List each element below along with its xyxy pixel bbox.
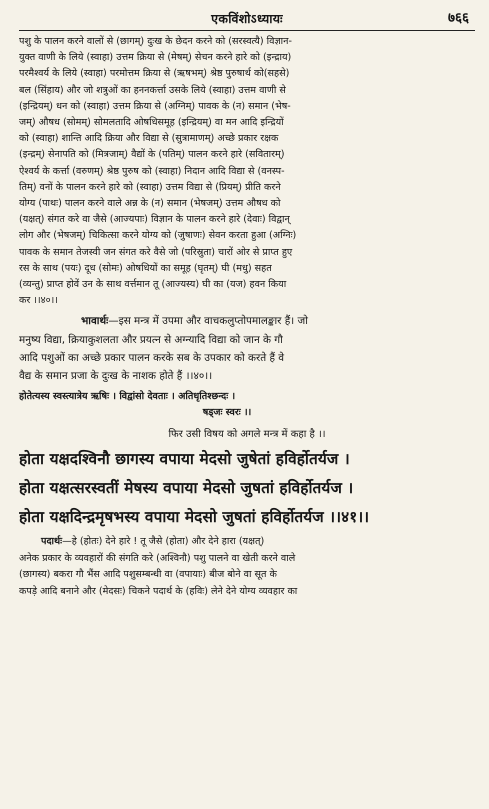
bhavarth-line: वैद्य के समान प्रजा के दुःख के नाशक होते हैं ।।४०।। [19,370,213,383]
text-line: जम्) औषध (सोमम्) सोमलतादि ओषधिसमूह (इन्द्रियम्) वा मन आदि इन्द्रियों [19,117,284,129]
running-title: एकविंशोऽध्यायः [211,10,283,26]
bhavarth-line: मनुष्य विद्या, क्रियाकुशलता और प्रयत्न से अग्न्यादि विद्या को जान के गौ [19,333,283,346]
bhavarth-text: —इस मन्त्र में उपमा और वाचकलुप्तोपमालङ्कार हैं। जो [108,315,308,328]
mantra-intro: फिर उसी विषय को अगले मन्त्र में कहा है ।। [168,429,326,441]
padarth-line: अनेक प्रकार के व्यवहारों की संगति करे (अश्विनौ) पशु पालने वा खेती करने वाले [19,552,296,564]
text-line: को (स्वाहा) शान्ति आदि क्रिया और विद्या से (सुत्रामाणम्) अच्छे प्रकार रक्षक [19,133,279,145]
text-line: योग्य (पाथः) पालन करने वाले अन्न के (न) समान (भेषजम्) उत्तम औषध को [19,198,281,210]
text-line: लोग और (भेषजम्) चिकित्सा करने योग्य को (जुषाणः) सेवन करता हुआ (अग्निः) [19,230,297,242]
bhavarth-first-line [19,312,475,330]
text-line: (इन्द्रम्) सेनापति को (मित्रजाम्) वैद्यों के (पतिम्) पालन करने हारे (सवितारम्) [19,149,285,161]
mantra-meta-swara: षड्जः स्वरः ।। [202,407,252,419]
text-line: परमैश्वर्य के लिये (स्वाहा) परमोत्तम क्रिया से (ऋषभम्) श्रेष्ठ पुरुषार्थ को(सहसे) [19,68,290,80]
text-line: पावक के समान तेजस्वी जन संगत करे वैसे जो (परिस्रुता) चारों ओर से प्राप्त हुए [19,246,293,258]
bhavarth-line: आदि पशुओं का अच्छे प्रकार पालन करके सब के उपकार को करते हैं वे [19,351,285,364]
text-line: ऐश्वर्य के कर्त्ता (वरुणम्) श्रेष्ठ पुरुष को (स्वाहा) निदान आदि विद्या से (वनस्प- [19,165,285,177]
padarth-line: (छागस्य) बकरा गौ भैंस आदि पशुसम्बन्धी वा (वपायाः) बीज बोने वा सूत के [19,569,277,581]
text-line: (यक्षत्) संगत करे वा जैसे (आज्यपाः) विज्ञान के पालन करने हारे (देवाः) विद्वान् [19,214,290,226]
page-header [19,6,475,31]
text-line: पशु के पालन करने वालों से (छागम्) दुःख के छेदन करने को (सरस्वत्यै) विज्ञान- [19,36,292,47]
mantra-block [19,445,475,532]
text-line: बल (सिंहाय) और जो शत्रुओं का हननकर्त्ता उसके लिये (स्वाहा) उत्तम वाणी से [19,84,286,96]
padarth-section [19,534,475,600]
padarth-line: कपड़े आदि बनाने और (मेदसः) चिकने पदार्थ के (हविः) लेने देने योग्य व्यवहार का [19,586,298,598]
commentary-paragraph [19,34,475,309]
mantra-line: होता यक्षदिन्द्रमृषभस्य वपाया मेदसो जुषतां हविर्होतर्यज ।।४१।। [19,508,370,527]
padarth-text: —हे (होतः) देने हारे ! तू जैसे (होता) और देने हारा (यक्षत्) [62,536,265,548]
text-line: (इन्द्रियम्) धन को (स्वाहा) उत्तम क्रिया से (अग्निम्) पावक के (न) समान (भेष- [19,100,291,112]
text-line: तिम्) वनों के पालन करने हारे को (स्वाहा) उत्तम विद्या से (प्रियम्) प्रीति करने [19,181,281,193]
page-number: ७६६ [447,10,469,26]
bhavarth-section [19,312,475,385]
text-line: रस के साथ (पयः) दूध (सोमः) ओषधियों का समूह (घृतम्) घी (मधु) सहत [19,262,272,274]
text-line: युक्त वाणी के लिये (स्वाहा) उत्तम क्रिया से (मेषम्) सेचन करने हारे को (इन्द्राय) [19,52,292,64]
text-line: कर ।।४०।। [19,295,58,307]
text-line: (व्यन्तु) प्राप्त होवें उन के साथ वर्त्तमान तू (आज्यस्य) घी का (यज) हवन किया [19,279,287,291]
padarth-first-line [19,534,475,551]
mantra-line: होता यक्षत्सरस्वतीं मेषस्य वपाया मेदसो जुषतां हविर्होतर्यज । [19,479,354,498]
mantra-line: होता यक्षदश्विनौ छागस्य वपाया मेदसो जुषेतां हविर्होतर्यज । [19,450,350,469]
padarth-label: पदार्थः [41,536,63,548]
bhavarth-label: भावार्थः [81,315,109,328]
mantra-meta-rishi: होतेत्यस्य स्वस्त्यात्रेय ऋषिः । विद्वांसो देवताः । अतिधृतिश्छन्दः । [19,391,236,403]
